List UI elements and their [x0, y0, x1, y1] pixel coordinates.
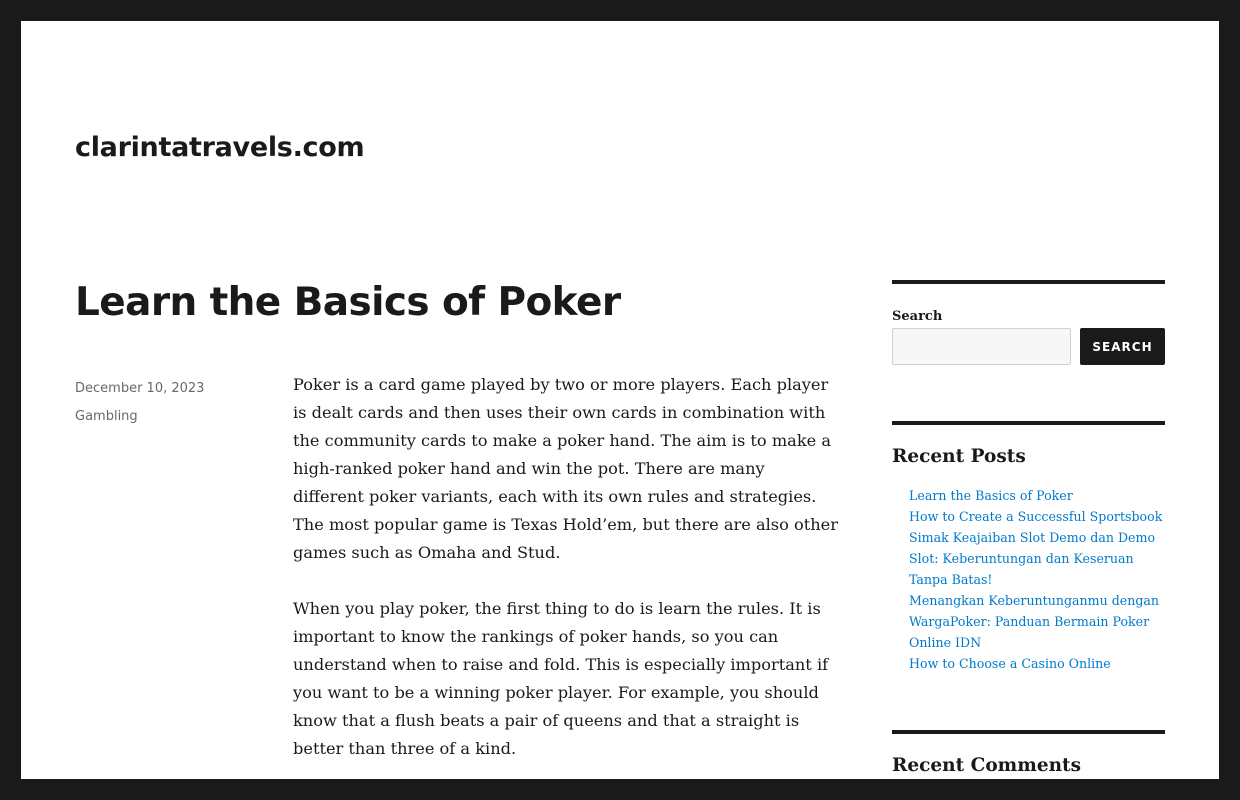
search-form: [892, 328, 1165, 365]
post-date-link[interactable]: December 10, 2023: [75, 381, 205, 396]
page: [21, 21, 1219, 779]
search-widget: [892, 280, 1165, 365]
list-item: [909, 653, 1165, 674]
list-item: [909, 527, 1165, 590]
post-content: [293, 371, 838, 779]
recent-post-link[interactable]: Simak Keajaiban Slot Demo dan Demo Slot: Keberuntungan dan Keseruan Tanpa Batas!: [909, 530, 1156, 587]
recent-posts-widget: [892, 421, 1165, 674]
recent-posts-list: [892, 485, 1165, 674]
list-item: [909, 485, 1165, 506]
recent-comments-widget: [892, 730, 1165, 776]
recent-post-link[interactable]: Menangkan Keberuntunganmu dengan WargaPoker: Panduan Bermain Poker Online IDN: [909, 593, 1159, 650]
post-title: Learn the Basics of Poker: [75, 280, 621, 325]
recent-post-link[interactable]: How to Choose a Casino Online: [909, 656, 1111, 671]
site-title[interactable]: clarintatravels.com: [75, 132, 365, 163]
post-paragraph: When you play poker, the first thing to do is learn the rules. It is important to know the rankings of poker hands, so you can understand when to raise and fold. This is especially important if you want to be a winning poker player. For example, you should know that a flush beats a pair of queens and that a straight is better than three of a kind.: [293, 599, 829, 758]
post-meta: [75, 375, 204, 431]
search-label: Search: [892, 309, 943, 324]
list-item: [909, 506, 1165, 527]
recent-comments-title: Recent Comments: [892, 755, 1082, 776]
post-paragraph: Poker is a card game played by two or more players. Each player is dealt cards and then uses their own cards in combination with the community cards to make a poker hand. The aim is to make a high-ranked poker hand and win the pot. There are many different poker variants, each with its own rules and strategies. The most popular game is Texas Hold’em, but there are also other games such as Omaha and Stud.: [293, 375, 838, 562]
recent-post-link[interactable]: Learn the Basics of Poker: [909, 488, 1073, 503]
search-button[interactable]: SEARCH: [1080, 328, 1165, 365]
sidebar: [892, 280, 1165, 776]
recent-post-link[interactable]: How to Create a Successful Sportsbook: [909, 509, 1163, 524]
list-item: [909, 590, 1165, 653]
post-category-link[interactable]: Gambling: [75, 409, 138, 424]
recent-posts-title: Recent Posts: [892, 446, 1026, 467]
search-input[interactable]: [892, 328, 1071, 365]
